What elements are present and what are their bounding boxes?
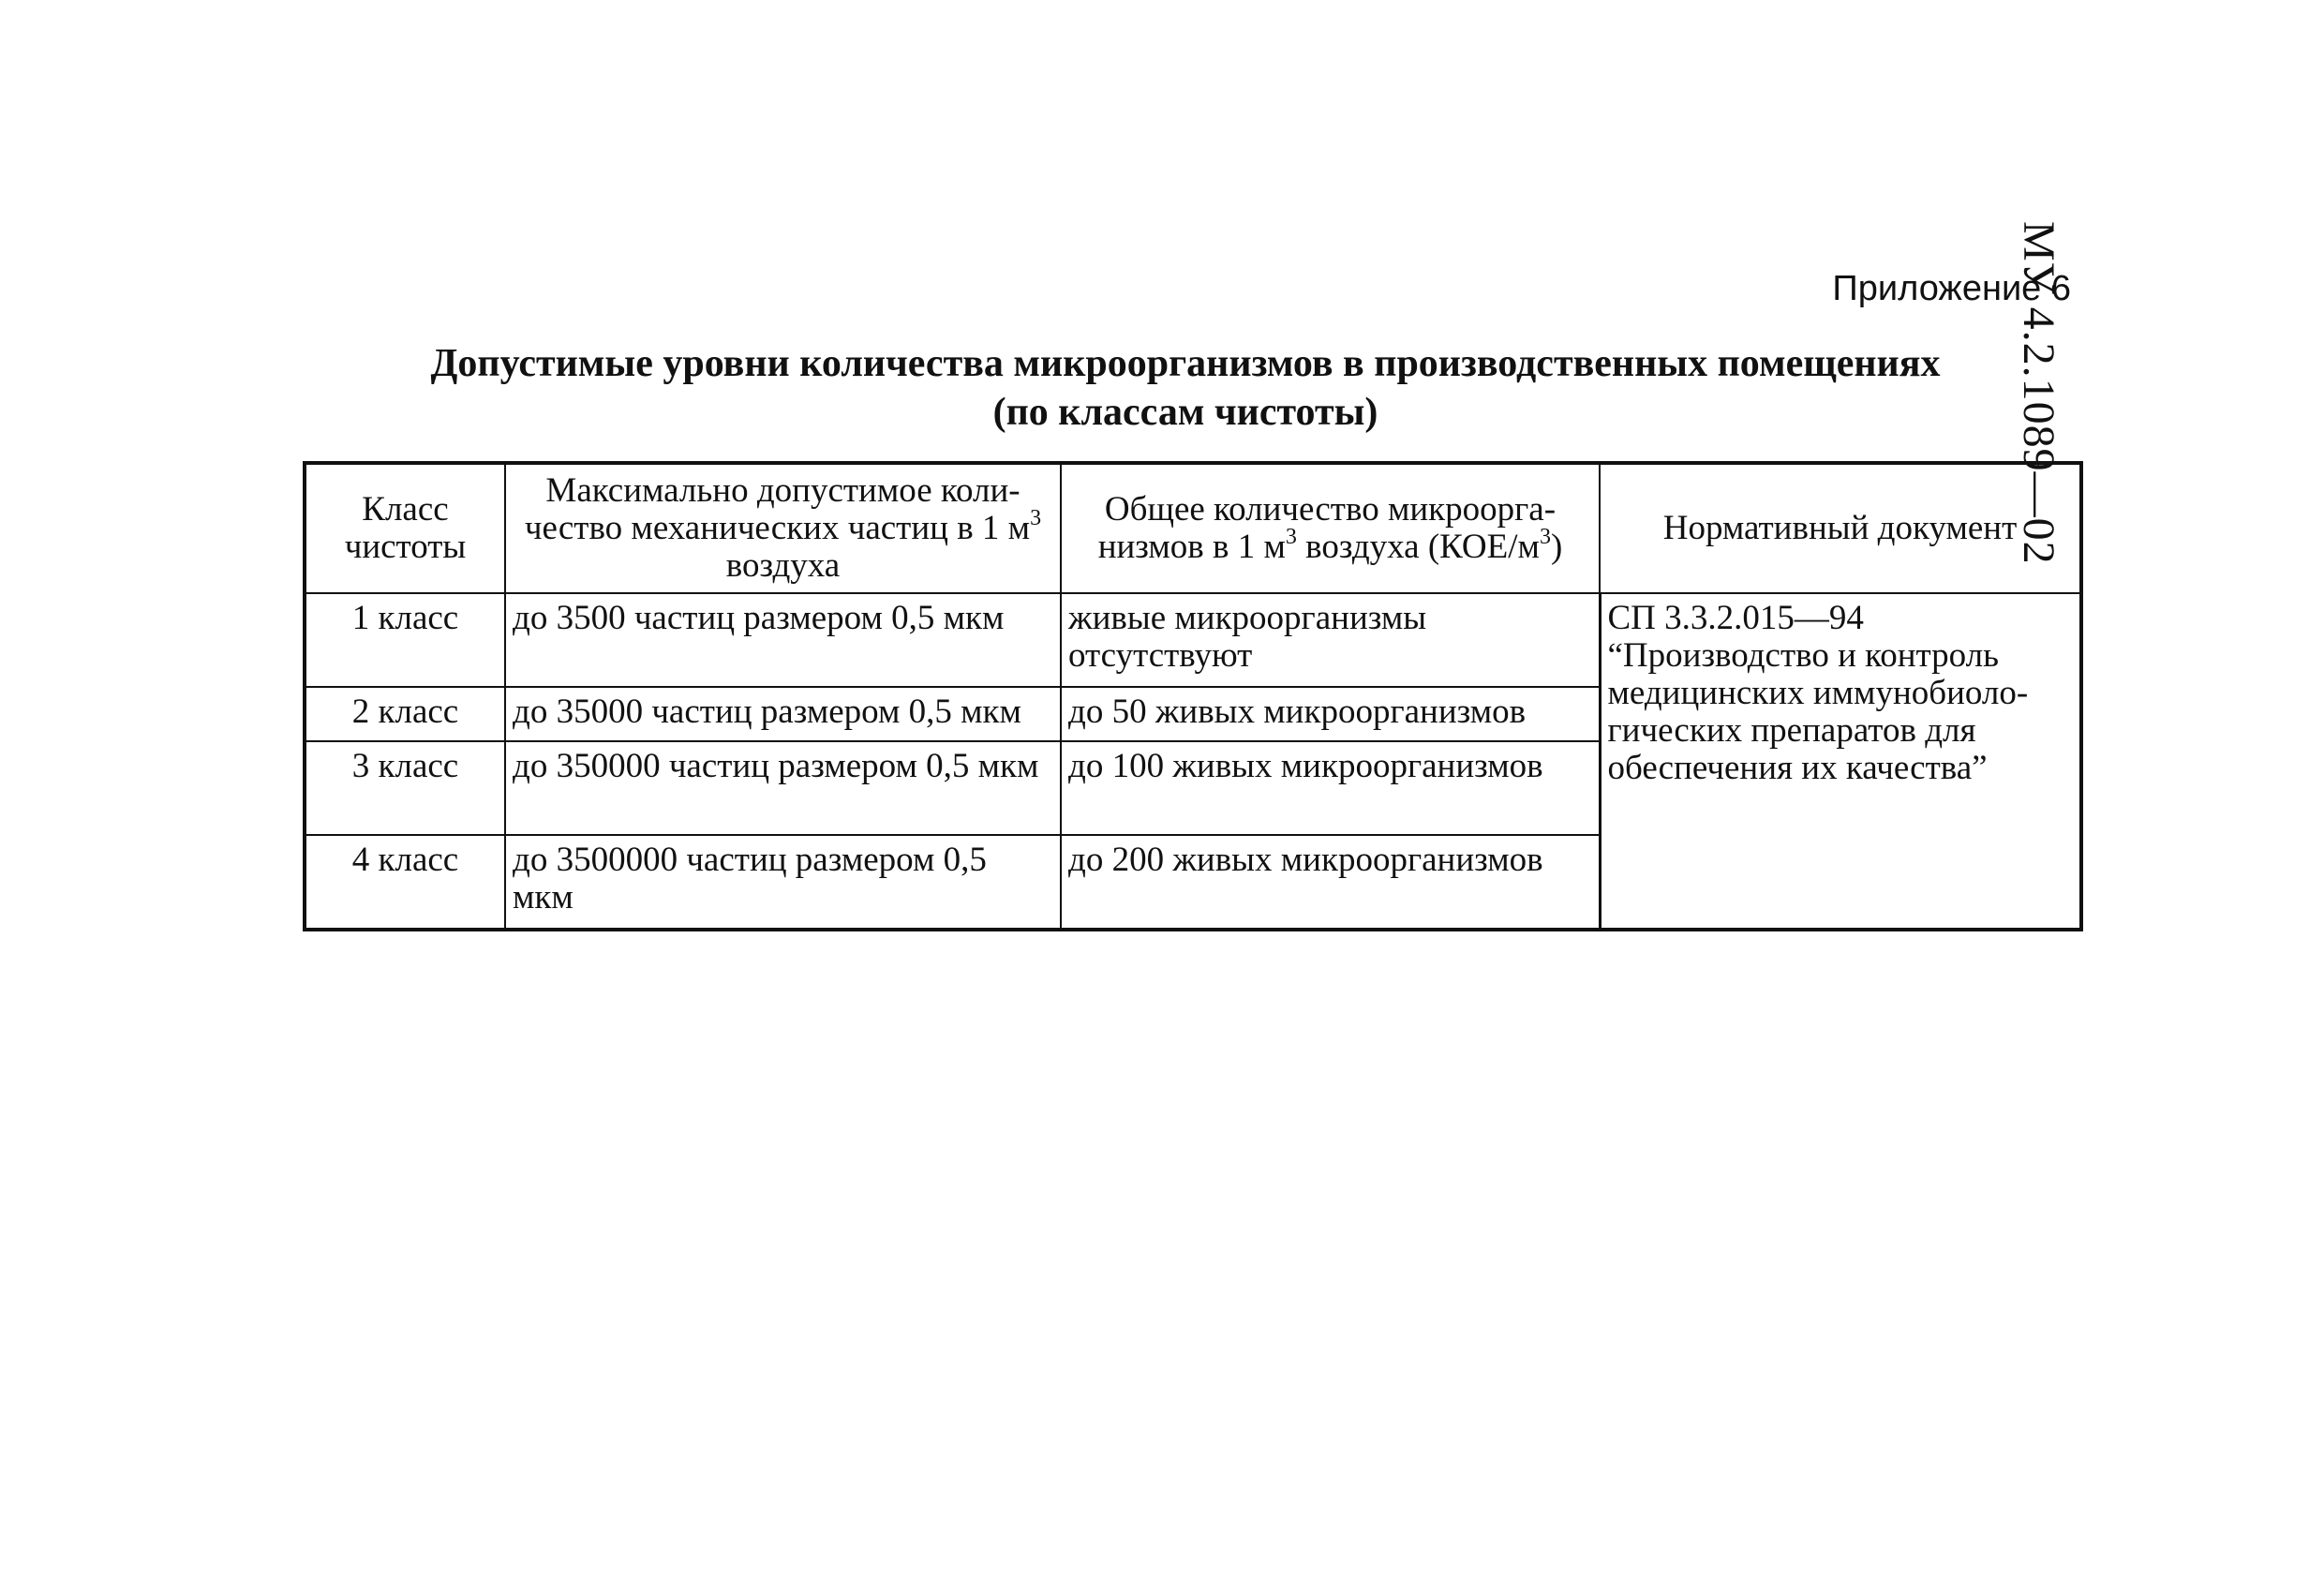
document-code-vertical: МУ 4.2.1089—02 — [2014, 221, 2063, 565]
cell-class: 1 класс — [305, 593, 505, 687]
cell-normative-document — [1600, 593, 2081, 930]
cell-class: 2 класс — [305, 687, 505, 741]
header-particles: Максимально допустимое коли-чество механических частиц в 1 $м^3$ воздуха — [505, 463, 1061, 593]
page-title — [309, 339, 2062, 437]
cell-microorganisms: до 100 живых микроорганизмов — [1061, 741, 1600, 835]
table-header-row — [305, 463, 2081, 593]
header-class: Класс чистоты — [305, 463, 505, 593]
document-title: “Производство и контроль медицинских иммунобиоло-гических препаратов для обеспечения их качества” — [1607, 636, 2029, 787]
cell-particles: до 35000 частиц размером 0,5 мкм — [505, 687, 1061, 741]
appendix-label: Приложение 6 — [1832, 269, 2071, 308]
document-code: СП 3.3.2.015—94 — [1607, 599, 1864, 637]
header-microorganisms: Общее количество микроорга-низмов в 1 $м^3$ воздуха $(КОЕ/м^3)$ — [1061, 463, 1600, 593]
cell-microorganisms: до 50 живых микроорганизмов — [1061, 687, 1600, 741]
title-line-2: (по классам чистоты) — [992, 391, 1378, 434]
cell-class: 4 класс — [305, 835, 505, 930]
title-line-1: Допустимые уровни количества микроорганизмов в производственных помещениях — [430, 342, 1941, 385]
cell-particles: до 350000 частиц размером 0,5 мкм — [505, 741, 1061, 835]
cell-particles: до 3500000 частиц размером 0,5 мкм — [505, 835, 1061, 930]
cell-microorganisms: до 200 живых микроорганизмов — [1061, 835, 1600, 930]
header-normative-document: Нормативный документ — [1600, 463, 2081, 593]
cleanliness-class-table — [303, 461, 2083, 931]
table-row — [305, 593, 2081, 687]
cell-microorganisms: живые микроорганизмы отсутствуют — [1061, 593, 1600, 687]
cell-particles: до 3500 частиц размером 0,5 мкм — [505, 593, 1061, 687]
cell-class: 3 класс — [305, 741, 505, 835]
